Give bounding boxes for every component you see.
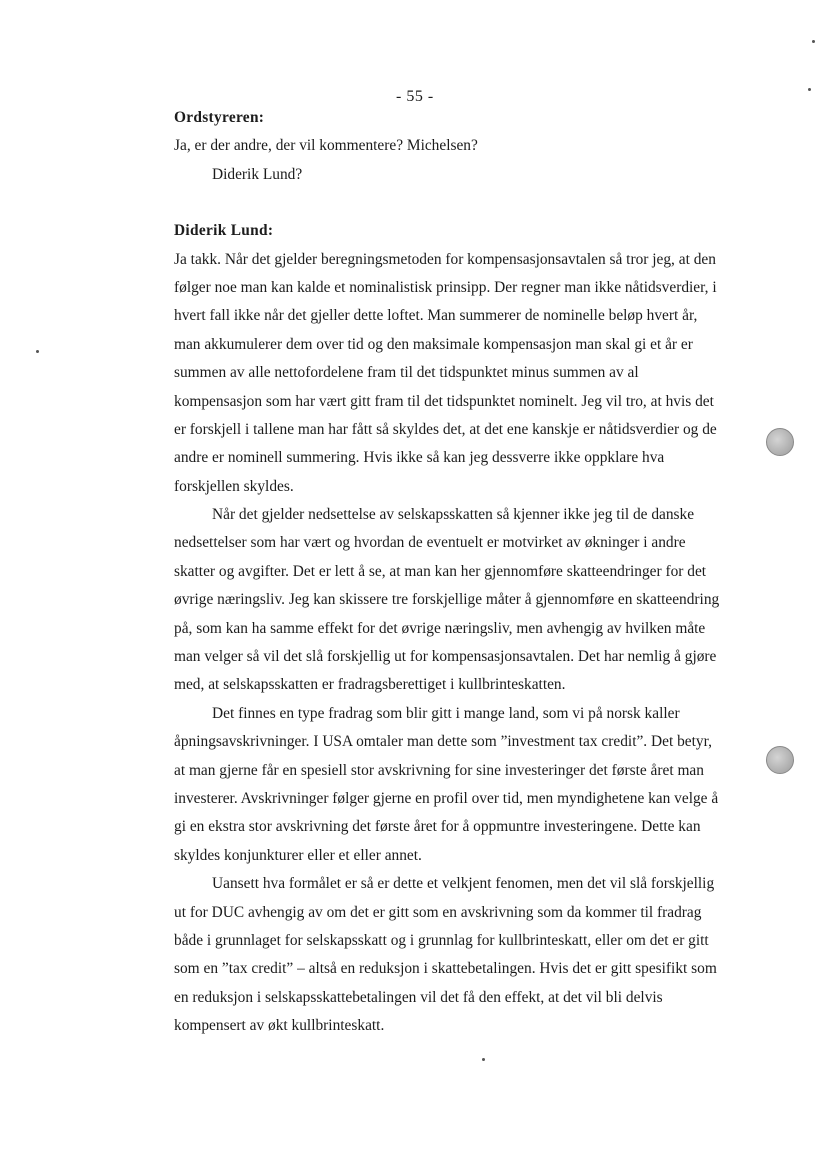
scan-speck bbox=[808, 88, 811, 91]
transcript-line: følger noe man kan kalde et nominalistisk prinsipp. Der regner man ikke nåtidsverdier, i bbox=[174, 278, 717, 296]
speaker-label: Ordstyreren: bbox=[174, 109, 265, 126]
transcript-line: investerer. Avskrivninger følger gjerne en profil over tid, men myndighetene kan velge å bbox=[174, 789, 719, 807]
transcript-line: forskjellen skyldes. bbox=[174, 477, 294, 495]
block-gap bbox=[174, 189, 776, 217]
transcript-line: skatter og avgifter. Det er lett å se, at man kan her gjennomføre skatteendringer for det bbox=[174, 562, 707, 580]
transcript-line: andre er nominell summering. Hvis ikke så kan jeg dessverre ikke oppklare hva bbox=[174, 449, 665, 467]
transcript-line: en reduksjon i selskapsskattebetalingen vil det få den effekt, at det vil bli delvis bbox=[174, 988, 663, 1006]
punch-hole-lower bbox=[766, 746, 794, 774]
transcript-line: gi en ekstra stor avskrivning det første året for å oppmuntre investeringene. Dette kan bbox=[174, 818, 701, 836]
transcript-line: man velger så vil det slå forskjellig ut for kompensasjonsavtalen. Det har nemlig å gjøre bbox=[174, 648, 717, 666]
transcript-line: nedsettelser som har vært og hvordan de eventuelt er motvirket av økninger i andre bbox=[174, 534, 686, 552]
transcript-line: Når det gjelder nedsettelse av selskapsskatten så kjenner ikke jeg til de danske bbox=[212, 506, 695, 524]
transcript-line: på, som kan ha samme effekt for det øvrige næringsliv, men avhengig av hvilken måte bbox=[174, 619, 706, 637]
page-number: - 55 - bbox=[396, 88, 434, 105]
speaker-label: Diderik Lund: bbox=[174, 222, 274, 240]
transcript-line: kompensasjon som har vært gitt fram til det tidspunktet nominelt. Jeg vil tro, at hvis det bbox=[174, 392, 714, 410]
transcript-line: kompensert av økt kullbrinteskatt. bbox=[174, 1017, 385, 1035]
scan-speck bbox=[482, 1058, 485, 1061]
transcript-line: hvert fall ikke når det gjeller dette loftet. Man summerer de nominelle beløp hvert år, bbox=[174, 307, 698, 325]
transcript-line: åpningsavskrivninger. I USA omtaler man dette som ”investment tax credit”. Det betyr, bbox=[174, 733, 712, 751]
transcript-line: Ja, er der andre, der vil kommentere? Michelsen? bbox=[174, 137, 478, 155]
scan-speck bbox=[36, 350, 39, 353]
transcript-line: at man gjerne får en spesiell stor avskrivning for sine investeringer det første året man bbox=[174, 761, 704, 779]
transcript-line: Diderik Lund? bbox=[212, 165, 303, 183]
transcript-line: øvrige næringsliv. Jeg kan skissere tre forskjellige måter å gjennomføre en skatteendring bbox=[174, 591, 720, 609]
transcript-line: man akkumulerer dem over tid og den maksimale kompensasjon man skal gi et år er bbox=[174, 335, 693, 353]
punch-hole-upper bbox=[766, 428, 794, 456]
transcript-line: summen av alle nettofordelene fram til det tidspunktet minus summen av al bbox=[174, 364, 639, 382]
transcript-line: med, at selskapsskatten er fradragsberettiget i kullbrinteskatten. bbox=[174, 676, 566, 694]
transcript-line: Uansett hva formålet er så er dette et velkjent fenomen, men det vil slå forskjellig bbox=[212, 875, 715, 893]
transcript-body bbox=[174, 104, 776, 1041]
scan-speck bbox=[812, 40, 815, 43]
transcript-line: Det finnes en type fradrag som blir gitt i mange land, som vi på norsk kaller bbox=[212, 704, 680, 722]
transcript-line: både i grunnlaget for selskapsskatt og i grunnlag for kullbrinteskatt, eller om det er gitt bbox=[174, 931, 709, 949]
transcript-line: skyldes konjunkturer eller et eller annet. bbox=[174, 846, 422, 864]
transcript-line: Ja takk. Når det gjelder beregningsmetoden for kompensasjonsavtalen så tror jeg, at den bbox=[174, 250, 716, 268]
transcript-line: er forskjell i tallene man har fått så skyldes det, at det ene kanskje er nåtidsverdier og de bbox=[174, 420, 717, 438]
transcript-line: som en ”tax credit” – altså en reduksjon i skattebetalingen. Hvis det er gitt spesifikt som bbox=[174, 960, 717, 978]
transcript-line: ut for DUC avhengig av om det er gitt som en avskrivning som da kommer til fradrag bbox=[174, 903, 702, 921]
